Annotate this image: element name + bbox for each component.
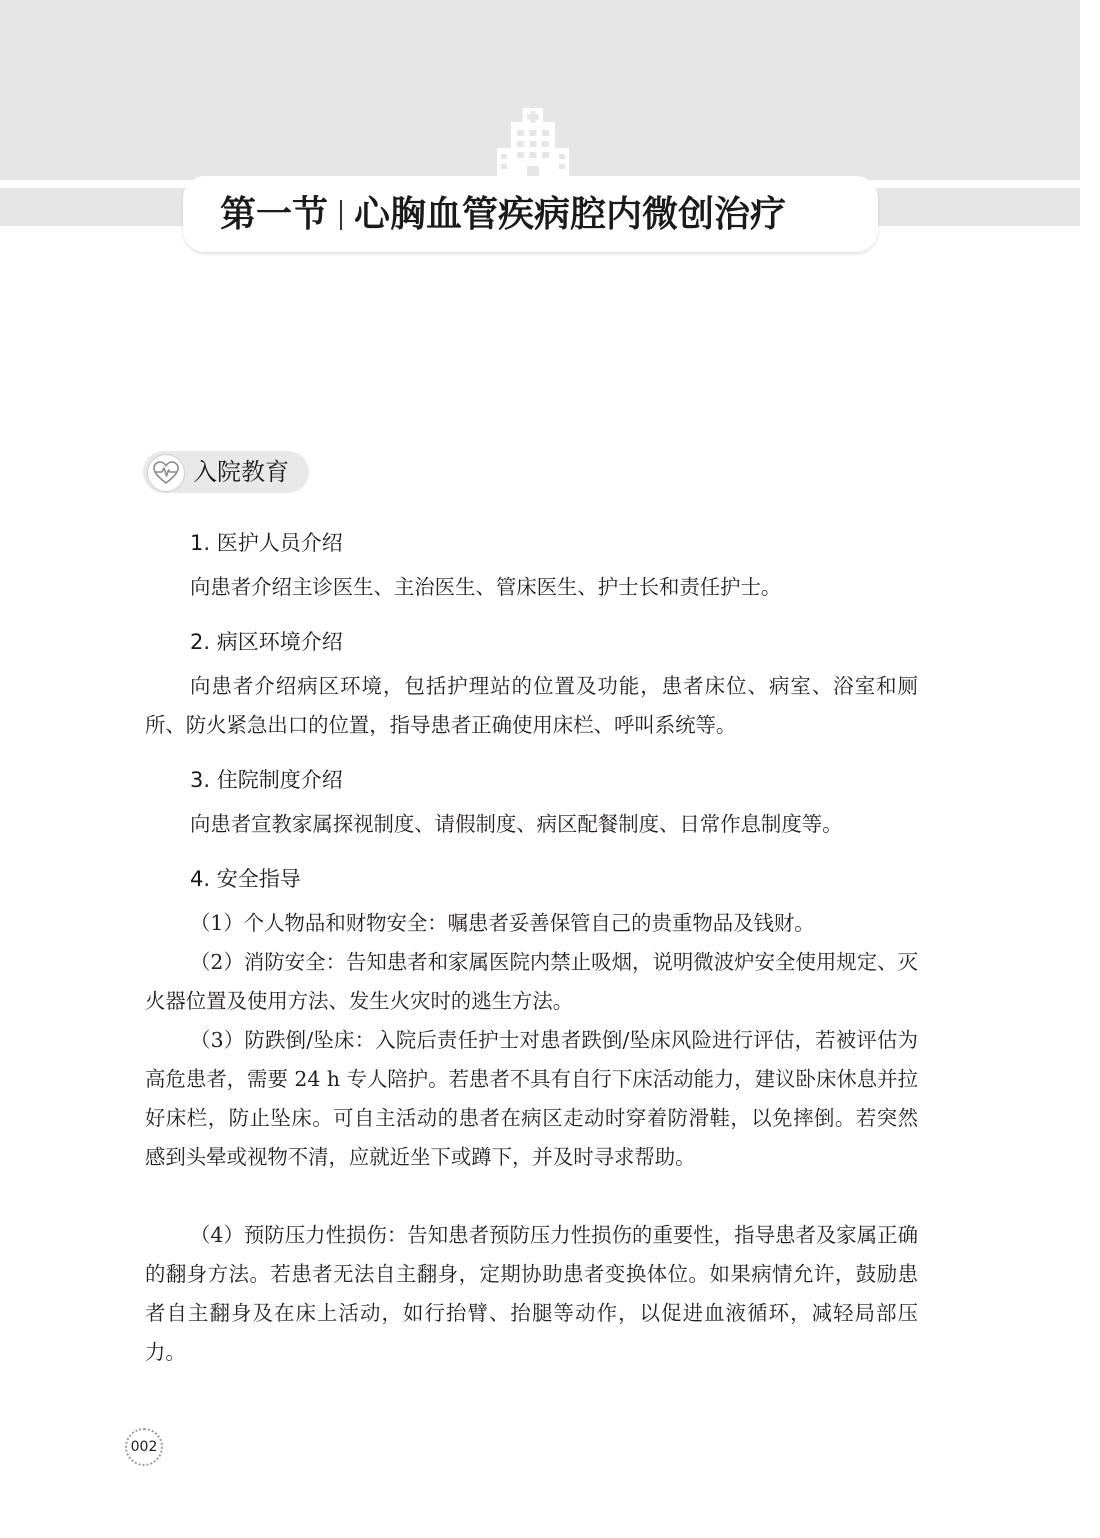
section-title: 入院教育 bbox=[193, 458, 289, 486]
title-separator bbox=[340, 200, 342, 230]
chapter-label: 第一节 bbox=[220, 194, 329, 235]
paragraph-rules: 向患者宣教家属探视制度、请假制度、病区配餐制度、日常作息制度等。 bbox=[190, 812, 843, 836]
page-number: 002 bbox=[125, 1428, 163, 1466]
item-heading-safety: 4. 安全指导 bbox=[190, 867, 301, 891]
hospital-icon bbox=[493, 108, 573, 180]
paragraph-pressure-injury: （4）预防压力性损伤：告知患者预防压力性损伤的重要性，指导患者及家属正确的翻身方法。若患者无法自主翻身，定期协助患者变换体位。如果病情允许，鼓励患者自主翻身及在床上活动，如行抬臂、抬腿等动作，以促进血液循环，减轻局部压力。 bbox=[145, 1223, 918, 1364]
chapter-title bbox=[220, 190, 786, 240]
item-heading-rules: 3. 住院制度介绍 bbox=[190, 768, 343, 792]
paragraph-fire-safety: （2）消防安全：告知患者和家属医院内禁止吸烟，说明微波炉安全使用规定、灭火器位置及使用方法、发生火灾时的逃生方法。 bbox=[145, 950, 918, 1013]
paragraph-property-safety: （1）个人物品和财物安全：嘱患者妥善保管自己的贵重物品及钱财。 bbox=[190, 911, 815, 935]
item-heading-staff: 1. 医护人员介绍 bbox=[190, 531, 343, 555]
chapter-name: 心胸血管疾病腔内微创治疗 bbox=[354, 194, 787, 235]
paragraph-fall-prevention: （3）防跌倒/坠床：入院后责任护士对患者跌倒/坠床风险进行评估，若被评估为高危患者，需要 24 h 专人陪护。若患者不具有自行下床活动能力，建议卧床休息并拉好床栏，防止坠床。可自主活动的患者在病区走动时穿着防滑鞋，以免摔倒。若突然感到头晕或视物不清，应就近坐下或蹲下，并及时寻求帮助。 bbox=[145, 1028, 918, 1169]
item-heading-environment: 2. 病区环境介绍 bbox=[190, 630, 343, 654]
paragraph-environment: 向患者介绍病区环境，包括护理站的位置及功能，患者床位、病室、浴室和厕所、防火紧急出口的位置，指导患者正确使用床栏、呼叫系统等。 bbox=[145, 674, 918, 737]
heartbeat-icon bbox=[147, 454, 185, 492]
paragraph-staff: 向患者介绍主诊医生、主治医生、管床医生、护士长和责任护士。 bbox=[190, 575, 782, 599]
